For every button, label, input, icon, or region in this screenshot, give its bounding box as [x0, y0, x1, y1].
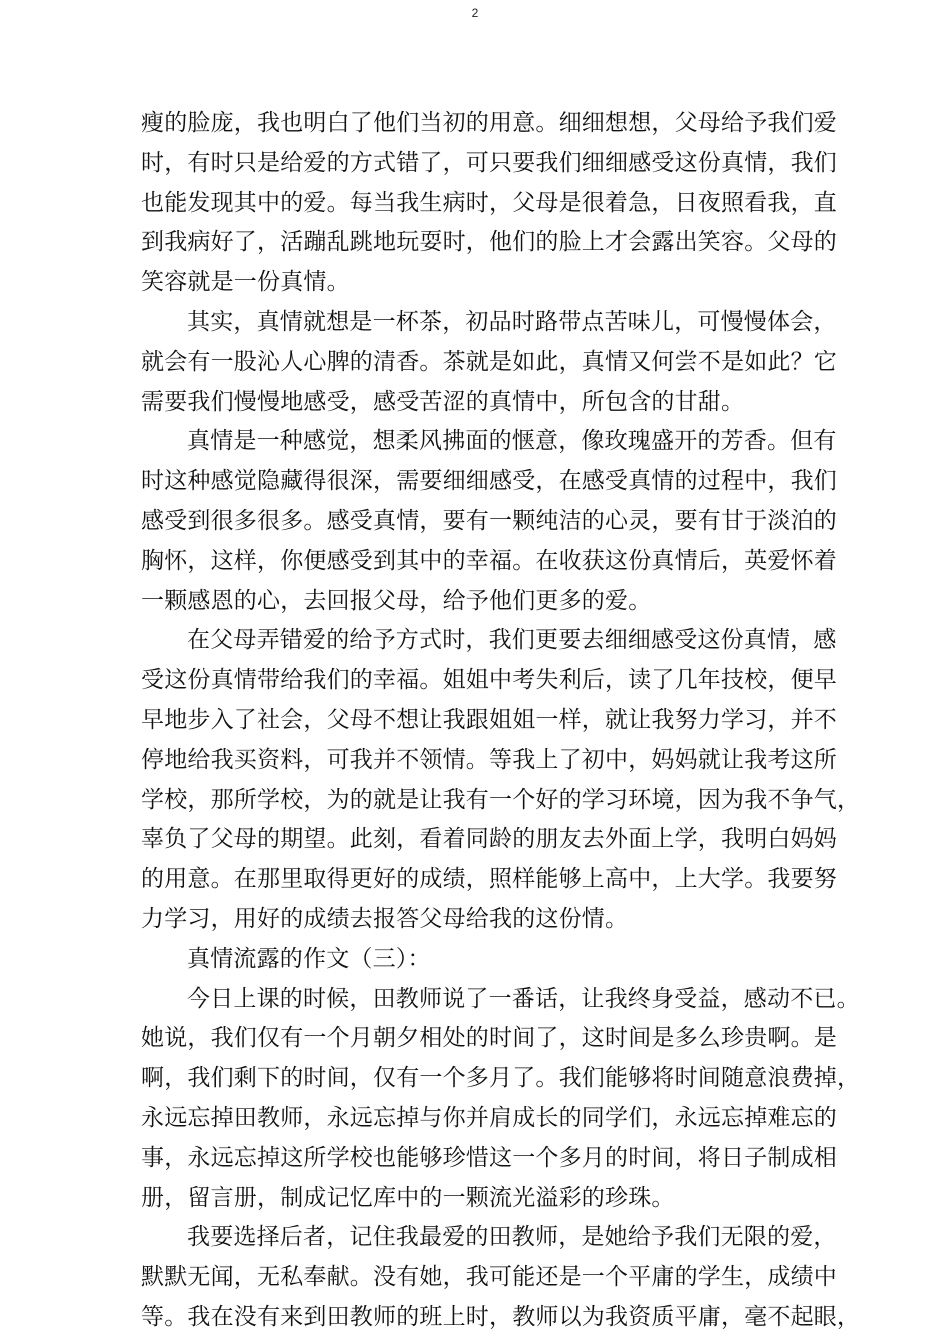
text-line: 今日上课的时候，田教师说了一番话，让我终身受益，感动不已。	[187, 985, 860, 1012]
text-line: 停地给我买资料，可我并不领情。等我上了初中，妈妈就让我考这所	[141, 746, 837, 773]
text-line: 也能发现其中的爱。每当我生病时，父母是很着急，日夜照看我，直	[141, 189, 837, 216]
text-line: 真情流露的作文（三）：	[187, 945, 431, 972]
text-line: 就会有一股沁人心脾的清香。茶就是如此，真情又何尝不是如此？它	[141, 348, 837, 375]
text-line: 啊，我们剩下的时间，仅有一个多月了。我们能够将时间随意浪费掉，	[141, 1065, 861, 1092]
text-line: 永远忘掉田教师，永远忘掉与你并肩成长的同学们，永远忘掉难忘的	[141, 1104, 837, 1131]
page-number: 2	[471, 6, 479, 20]
text-line: 学校，那所学校，为的就是让我有一个好的学习环境，因为我不争气，	[141, 786, 861, 813]
text-line: 我要选择后者，记住我最爱的田教师，是她给予我们无限的爱，	[187, 1224, 837, 1251]
text-line: 在父母弄错爱的给予方式时，我们更要去细细感受这份真情，感	[187, 627, 837, 654]
text-line: 瘦的脸庞，我也明白了他们当初的用意。细细想想，父母给予我们爱	[141, 110, 837, 136]
text-line: 胸怀，这样，你便感受到其中的幸福。在收获这份真情后，英爱怀着	[141, 547, 837, 574]
text-line: 一颗感恩的心，去回报父母，给予他们更多的爱。	[141, 587, 652, 614]
text-line: 册，留言册，制成记忆库中的一颗流光溢彩的珍珠。	[141, 1184, 675, 1211]
text-line: 力学习，用好的成绩去报答父母给我的这份情。	[141, 905, 629, 932]
text-line: 需要我们慢慢地感受，感受苦涩的真情中，所包含的甘甜。	[141, 388, 745, 415]
text-line: 受这份真情带给我们的幸福。姐姐中考失利后，读了几年技校，便早	[141, 667, 837, 694]
text-line: 到我病好了，活蹦乱跳地玩耍时，他们的脸上才会露出笑容。父母的	[141, 229, 837, 256]
text-line: 早地步入了社会，父母不想让我跟姐姐一样，就让我努力学习，并不	[141, 706, 837, 733]
text-line: 默默无闻，无私奉献。没有她，我可能还是一个平庸的学生，成绩中	[141, 1264, 837, 1291]
text-line: 辜负了父母的期望。此刻，看着同龄的朋友去外面上学，我明白妈妈	[141, 826, 837, 853]
text-line: 其实，真情就想是一杯茶，初品时路带点苦味儿，可慢慢体会，	[187, 308, 837, 335]
text-line: 她说，我们仅有一个月朝夕相处的时间了，这时间是多么珍贵啊。是	[141, 1025, 837, 1052]
text-line: 等。我在没有来到田教师的班上时，教师以为我资质平庸，毫不起眼，	[141, 1303, 861, 1330]
text-line: 真情是一种感觉，想柔风拂面的惬意，像玫瑰盛开的芳香。但有	[187, 428, 837, 455]
text-line: 事，永远忘掉这所学校也能够珍惜这一个多月的时间，将日子制成相	[141, 1144, 837, 1171]
text-line: 感受到很多很多。感受真情，要有一颗纯洁的心灵，要有甘于淡泊的	[141, 507, 837, 534]
text-line: 时这种感觉隐藏得很深，需要细细感受，在感受真情的过程中，我们	[141, 468, 837, 495]
text-line: 笑容就是一份真情。	[141, 269, 350, 296]
text-line: 时，有时只是给爱的方式错了，可只要我们细细感受这份真情，我们	[141, 149, 837, 176]
text-line: 的用意。在那里取得更好的成绩，照样能够上高中，上大学。我要努	[141, 866, 837, 893]
document-body	[141, 104, 861, 1338]
